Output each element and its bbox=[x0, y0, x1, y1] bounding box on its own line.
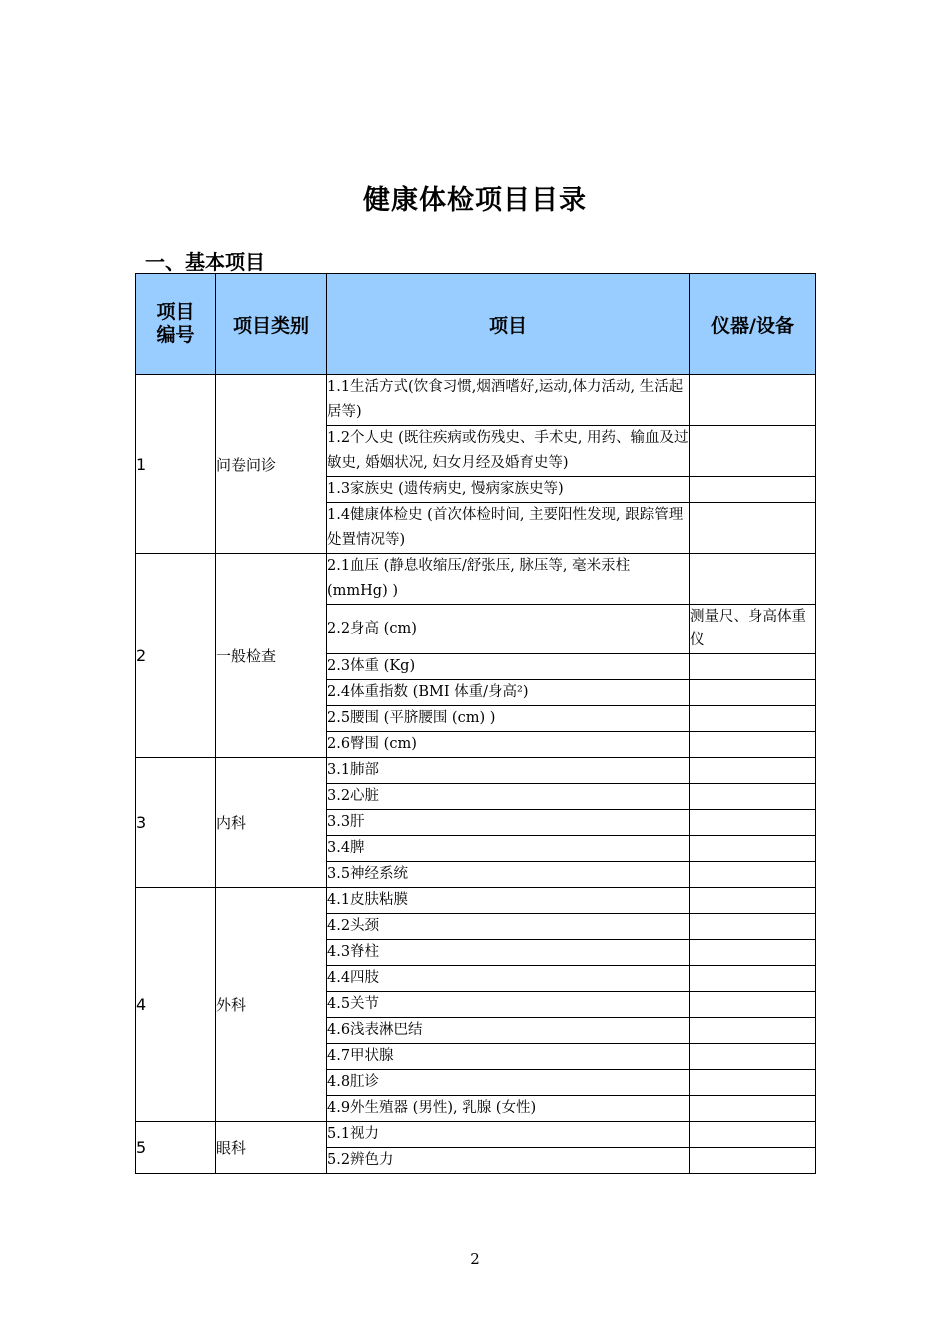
group-number: 2 bbox=[136, 554, 216, 758]
item-device bbox=[690, 654, 816, 680]
table-row bbox=[136, 375, 816, 426]
item-device bbox=[690, 1070, 816, 1096]
exam-items-table bbox=[135, 273, 816, 1174]
header-item-number-line1: 项目 bbox=[156, 301, 195, 323]
group-number: 4 bbox=[136, 888, 216, 1122]
group-category: 内科 bbox=[216, 758, 327, 888]
item-text: 3.2心脏 bbox=[327, 784, 690, 810]
item-device bbox=[690, 680, 816, 706]
item-text: 4.6浅表淋巴结 bbox=[327, 1018, 690, 1044]
item-text: 2.3体重 (Kg) bbox=[327, 654, 690, 680]
group-category: 一般检查 bbox=[216, 554, 327, 758]
item-device bbox=[690, 758, 816, 784]
item-device bbox=[690, 1044, 816, 1070]
item-text: 2.5腰围 (平脐腰围 (cm) ) bbox=[327, 706, 690, 732]
group-category: 问卷问诊 bbox=[216, 375, 327, 554]
item-device bbox=[690, 940, 816, 966]
item-text: 4.1皮肤粘膜 bbox=[327, 888, 690, 914]
item-device bbox=[690, 888, 816, 914]
item-text: 4.7甲状腺 bbox=[327, 1044, 690, 1070]
item-text: 2.6臀围 (cm) bbox=[327, 732, 690, 758]
item-text: 5.2辨色力 bbox=[327, 1148, 690, 1174]
item-device bbox=[690, 1096, 816, 1122]
item-text: 3.3肝 bbox=[327, 810, 690, 836]
header-item: 项目 bbox=[327, 274, 690, 375]
table-header-row bbox=[136, 274, 816, 375]
item-device bbox=[690, 1148, 816, 1174]
group-category: 外科 bbox=[216, 888, 327, 1122]
item-text: 3.4脾 bbox=[327, 836, 690, 862]
item-device bbox=[690, 914, 816, 940]
item-text: 4.8肛诊 bbox=[327, 1070, 690, 1096]
item-device: 测量尺、身高体重仪 bbox=[690, 605, 816, 654]
group-category: 眼科 bbox=[216, 1122, 327, 1174]
item-text: 1.1生活方式(饮食习惯,烟酒嗜好,运动,体力活动, 生活起居等) bbox=[327, 375, 690, 426]
item-text: 2.2身高 (cm) bbox=[327, 605, 690, 654]
item-text: 4.4四肢 bbox=[327, 966, 690, 992]
table-row bbox=[136, 1122, 816, 1148]
item-device bbox=[690, 426, 816, 477]
item-device bbox=[690, 784, 816, 810]
item-text: 1.3家族史 (遗传病史, 慢病家族史等) bbox=[327, 477, 690, 503]
item-text: 4.3脊柱 bbox=[327, 940, 690, 966]
item-text: 4.2头颈 bbox=[327, 914, 690, 940]
item-device bbox=[690, 836, 816, 862]
header-device: 仪器/设备 bbox=[690, 274, 816, 375]
item-text: 1.4健康体检史 (首次体检时间, 主要阳性发现, 跟踪管理处置情况等) bbox=[327, 503, 690, 554]
item-device bbox=[690, 810, 816, 836]
group-number: 5 bbox=[136, 1122, 216, 1174]
item-device bbox=[690, 554, 816, 605]
group-number: 3 bbox=[136, 758, 216, 888]
table-row bbox=[136, 554, 816, 605]
document-title: 健康体检项目目录 bbox=[363, 185, 587, 216]
table-row bbox=[136, 758, 816, 784]
item-text: 1.2个人史 (既往疾病或伤残史、手术史, 用药、输血及过敏史, 婚姻状况, 妇女月经及婚育史等) bbox=[327, 426, 690, 477]
group-number: 1 bbox=[136, 375, 216, 554]
item-text: 4.5关节 bbox=[327, 992, 690, 1018]
item-device bbox=[690, 1122, 816, 1148]
item-text: 5.1视力 bbox=[327, 1122, 690, 1148]
item-text: 2.1血压 (静息收缩压/舒张压, 脉压等, 毫米汞柱 (mmHg) ) bbox=[327, 554, 690, 605]
item-device bbox=[690, 992, 816, 1018]
item-text: 3.5神经系统 bbox=[327, 862, 690, 888]
item-device bbox=[690, 862, 816, 888]
item-text: 3.1肺部 bbox=[327, 758, 690, 784]
item-text: 4.9外生殖器 (男性), 乳腺 (女性) bbox=[327, 1096, 690, 1122]
item-device bbox=[690, 1018, 816, 1044]
header-item-number bbox=[136, 274, 216, 375]
item-text: 2.4体重指数 (BMI 体重/身高²) bbox=[327, 680, 690, 706]
item-device bbox=[690, 477, 816, 503]
table-body bbox=[136, 375, 816, 1174]
item-device bbox=[690, 375, 816, 426]
table-row bbox=[136, 888, 816, 914]
page-number: 2 bbox=[470, 1250, 480, 1268]
header-category: 项目类别 bbox=[216, 274, 327, 375]
section-title: 一、基本项目 bbox=[145, 250, 265, 274]
header-item-number-line2: 编号 bbox=[156, 324, 195, 346]
item-device bbox=[690, 966, 816, 992]
item-device bbox=[690, 503, 816, 554]
item-device bbox=[690, 706, 816, 732]
item-device bbox=[690, 732, 816, 758]
